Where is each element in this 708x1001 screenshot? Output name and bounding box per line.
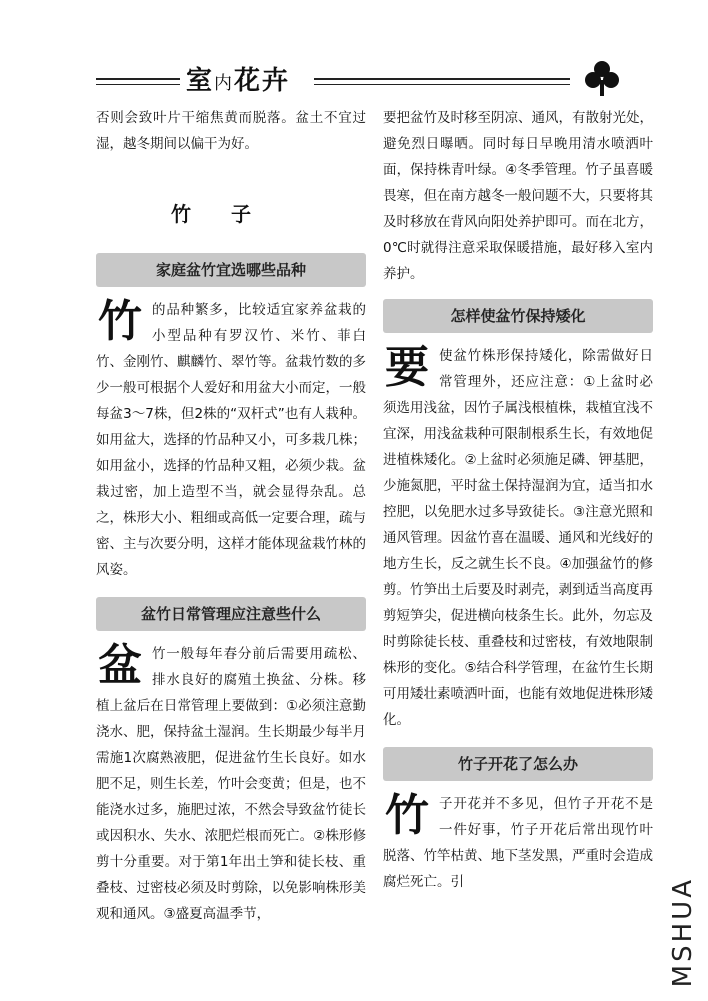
paragraph-daily-care bbox=[96, 641, 366, 927]
right-continued-text: 要把盆竹及时移至阴凉、通风，有散射光处，避免烈日曝晒。同时每日早晚用清水喷洒叶面，保持株青叶绿。④冬季管理。竹子虽喜暖畏寒，但在南方越冬一般问题不大，只要将其及时移放在背风向阳处养护即可。而在北方，0℃时就得注意采取保暖措施，最好移入室内养护。 bbox=[383, 110, 653, 282]
left-column bbox=[96, 105, 366, 927]
header-rule-left bbox=[96, 78, 180, 80]
paragraph-dwarfing bbox=[383, 343, 653, 733]
drop-cap: 竹 bbox=[385, 790, 429, 841]
clover-icon bbox=[582, 58, 622, 98]
drop-cap: 盆 bbox=[98, 640, 142, 691]
heading-flowering: 竹子开花了怎么办 bbox=[383, 747, 653, 781]
header-title-small: 内 bbox=[214, 73, 235, 94]
drop-cap: 要 bbox=[385, 342, 429, 393]
header-title bbox=[180, 60, 296, 97]
header-rule-left-thin bbox=[96, 84, 180, 85]
paragraph-flowering bbox=[383, 791, 653, 895]
heading-dwarfing: 怎样使盆竹保持矮化 bbox=[383, 299, 653, 333]
watermark: MSHUA bbox=[668, 876, 698, 987]
header-rule-right-thin bbox=[314, 84, 570, 85]
heading-varieties: 家庭盆竹宜选哪些品种 bbox=[96, 253, 366, 287]
paragraph-dwarfing-text: 使盆竹株形保持矮化，除需做好日常管理外，还应注意：①上盆时必须选用浅盆，因竹子属浅根植株，栽植宜浅不宜深，用浅盆栽种可限制根系生长，有效地促进植株矮化。②上盆时必须施足磷、钾基肥，少施氮肥，平时盆土保持湿润为宜，适当扣水控肥，以免肥水过多导致徒长。③注意光照和通风管理。因盆竹喜在温暖、通风和光线好的地方生长，反之就生长不良。④加强盆竹的修剪。竹笋出土后要及时剥壳，剥到适当高度再剪短笋尖，促进横向枝条生长。此外，勿忘及时剪除徒长枝、重叠枝和过密枝，有效地限制株形的变化。⑤结合科学管理，在盆竹生长期可用矮壮素喷洒叶面，也能有效地促进株形矮化。 bbox=[383, 348, 653, 728]
paragraph-varieties bbox=[96, 297, 366, 583]
right-column bbox=[383, 105, 653, 895]
drop-cap: 竹 bbox=[98, 296, 142, 347]
header-rule-right bbox=[314, 78, 570, 80]
header-title-rest: 花卉 bbox=[234, 66, 291, 96]
header-title-big: 室 bbox=[186, 66, 215, 96]
left-intro-text: 否则会致叶片干缩焦黄而脱落。盆土不宜过湿，越冬期间以偏干为好。 bbox=[96, 110, 366, 152]
paragraph-flowering-text: 子开花并不多见，但竹子开花不是一件好事，竹子开花后常出现竹叶脱落、竹竿枯黄、地下茎发黑，严重时会造成腐烂死亡。引 bbox=[383, 796, 653, 890]
section-title: 竹子 bbox=[171, 202, 291, 226]
heading-daily-care: 盆竹日常管理应注意些什么 bbox=[96, 597, 366, 631]
paragraph-varieties-text: 的品种繁多，比较适宜家养盆栽的小型品种有罗汉竹、米竹、菲白竹、金刚竹、麒麟竹、翠竹等。盆栽竹数的多少一般可根据个人爱好和用盆大小而定，一般每盆3～7株，但2株的“双杆式”也有人栽种。如用盆大，选择的竹品种又小，可多栽几株；如用盆小，选择的竹品种又粗，必须少栽。盆栽过密，加上造型不当，就会显得杂乱。总之，株形大小、粗细或高低一定要合理，疏与密、主与次要分明，这样才能体现盆栽竹林的风姿。 bbox=[96, 302, 366, 578]
page-header bbox=[96, 58, 636, 102]
paragraph-daily-care-text: 竹一般每年春分前后需要用疏松、排水良好的腐殖土换盆、分株。移植上盆后在日常管理上要做到：①必须注意勤浇水、肥，保持盆土湿润。生长期最少每半月需施1次腐熟液肥，促进盆竹生长良好。如水肥不足，则生长差，竹叶会变黄；但是，也不能浇水过多，施肥过浓，不然会导致盆竹徒长或因积水、失水、浓肥烂根而死亡。②株形修剪十分重要。对于第1年出土笋和徒长枝、重叠枝、过密枝必须及时剪除，以免影响株形美观和通风。③盛夏高温季节， bbox=[96, 646, 366, 922]
